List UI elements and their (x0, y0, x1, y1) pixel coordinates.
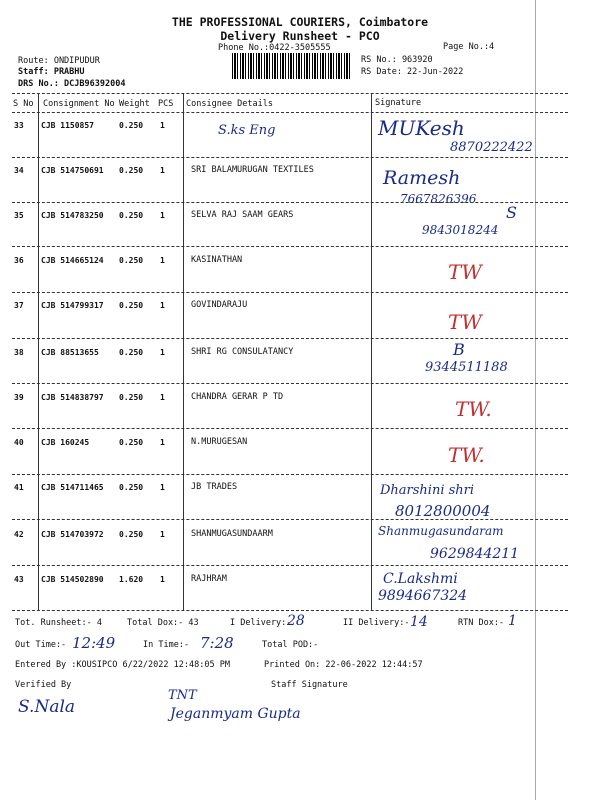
row-pcs: 1 (160, 393, 165, 402)
rtn-dox-value: 1 (508, 613, 517, 629)
row-consignee: GOVINDARAJU (191, 300, 248, 310)
row-consignment: CJB 514703972 (41, 530, 104, 539)
col-signature: Signature (375, 98, 422, 108)
staff-signature: Jeganmyam Gupta (170, 706, 301, 722)
row-weight: 0.250 (119, 530, 144, 539)
row-sno: 41 (14, 483, 24, 492)
staff-signature-initials: TNT (168, 688, 197, 703)
row-consignee: SHRI RG CONSULATANCY (191, 347, 294, 357)
staff-signature-label: Staff Signature (271, 680, 348, 690)
verified-by-label: Verified By (15, 680, 72, 690)
row-consignment: CJB 88513655 (41, 348, 99, 357)
company-title: THE PROFESSIONAL COURIERS, Coimbatore (171, 15, 429, 29)
page-edge-line (535, 0, 536, 800)
page-number: Page No.:4 (443, 42, 495, 52)
row-pcs: 1 (160, 256, 165, 265)
col-sno: S No (13, 99, 34, 109)
phone-number: Phone No.:0422-3505555 (218, 43, 331, 53)
row-consignee: JB TRADES (191, 482, 238, 492)
header-bottom-rule (12, 112, 568, 113)
row-weight: 1.620 (119, 575, 144, 584)
row-weight: 0.250 (119, 166, 144, 175)
row-signature: TW. (448, 443, 485, 467)
row-weight: 0.250 (119, 211, 144, 220)
row-pcs: 1 (160, 575, 165, 584)
entered-by: Entered By :KOUSIPCO 6/22/2022 12:48:05 PM (15, 660, 230, 670)
row-signature: B (453, 340, 465, 359)
row-sno: 43 (14, 575, 24, 584)
row-pcs: 1 (160, 166, 165, 175)
row-weight: 0.250 (119, 348, 144, 357)
col-weight: Weight (119, 99, 150, 109)
rs-date: RS Date: 22-Jun-2022 (361, 67, 464, 77)
row-sno: 36 (14, 256, 24, 265)
row-consignment: CJB 514502890 (41, 575, 104, 584)
row-weight: 0.250 (119, 301, 144, 310)
row-consignee: SRI BALAMURUGAN TEXTILES (191, 165, 314, 175)
rs-number: RS No.: 963920 (361, 55, 433, 65)
row-signature-phone: 9629844211 (430, 546, 520, 562)
row-signature: Dharshini shri (380, 483, 475, 498)
row-pcs: 1 (160, 301, 165, 310)
row-consignment: CJB 514799317 (41, 301, 104, 310)
verified-signature: S.Nala (18, 697, 76, 717)
row-consignment: CJB 514783250 (41, 211, 104, 220)
row-rule (12, 246, 568, 247)
row-rule (12, 157, 568, 158)
row-rule (12, 474, 568, 475)
row-weight: 0.250 (119, 256, 144, 265)
row-signature-phone: 7667826396 (400, 192, 477, 206)
col-divider (371, 94, 372, 610)
ii-delivery-label: II Delivery:- (343, 618, 410, 628)
col-divider (183, 94, 184, 610)
row-sno: 34 (14, 166, 24, 175)
row-sno: 40 (14, 438, 24, 447)
row-consignee: SELVA RAJ SAAM GEARS (191, 210, 294, 220)
row-rule (12, 428, 568, 429)
row-rule (12, 383, 568, 384)
staff-label: Staff: PRABHU (18, 67, 85, 77)
row-signature: TW (448, 260, 482, 284)
row-signature: C.Lakshmi (383, 571, 458, 587)
out-time-label: Out Time:- (15, 640, 67, 650)
col-consignee: Consignee Details (186, 99, 273, 109)
row-rule (12, 519, 568, 520)
row-consignee: RAJHRAM (191, 574, 227, 584)
row-sno: 35 (14, 211, 24, 220)
row-pcs: 1 (160, 483, 165, 492)
i-delivery-label: I Delivery:- (230, 618, 292, 628)
row-consignee: CHANDRA GERAR P TD (191, 392, 284, 402)
row-pcs: 1 (160, 348, 165, 357)
col-divider (38, 94, 39, 610)
row-rule (12, 565, 568, 566)
drs-number: DRS No.: DCJB96392004 (18, 79, 126, 89)
row-signature-phone: 9843018244 (422, 223, 499, 237)
row-rule (12, 610, 568, 611)
i-delivery-value: 28 (287, 613, 305, 629)
row-signature: MUKesh (378, 116, 465, 140)
row-pcs: 1 (160, 211, 165, 220)
printed-on: Printed On: 22-06-2022 12:44:57 (264, 660, 423, 670)
row-sno: 33 (14, 121, 24, 130)
row-consignee: KASINATHAN (191, 255, 243, 265)
row-signature-phone: 9894667324 (378, 588, 468, 604)
row-signature: Shanmugasundaram (378, 524, 504, 538)
row-signature: Ramesh (383, 167, 461, 189)
row-consignment: CJB 514838797 (41, 393, 104, 402)
row-weight: 0.250 (119, 393, 144, 402)
row-weight: 0.250 (119, 121, 144, 130)
row-signature: TW (448, 310, 482, 334)
rtn-dox-label: RTN Dox:- (458, 618, 505, 628)
row-signature: S (506, 203, 517, 222)
runsheet-title: Delivery Runsheet - PCO (220, 29, 380, 43)
out-time-value: 12:49 (72, 634, 116, 652)
row-signature: TW. (455, 397, 492, 421)
row-signature-phone: 8012800004 (395, 502, 491, 520)
row-consignment: CJB 514711465 (41, 483, 104, 492)
total-dox: Total Dox:- 43 (127, 618, 199, 628)
row-consignment: CJB 514665124 (41, 256, 104, 265)
row-consignment: CJB 160245 (41, 438, 90, 447)
row-rule (12, 202, 568, 203)
row-consignment: CJB 1150857 (41, 121, 94, 130)
row-rule (12, 338, 568, 339)
row-rule (12, 292, 568, 293)
row-pcs: 1 (160, 530, 165, 539)
in-time-label: In Time:- (143, 640, 190, 650)
total-pod: Total POD:- (262, 640, 319, 650)
col-consignment: Consignment No (43, 99, 115, 109)
row-sno: 39 (14, 393, 24, 402)
row-consignee: SHANMUGASUNDAARM (191, 529, 273, 539)
row-consignment: CJB 514750691 (41, 166, 104, 175)
row-signature-phone: 9344511188 (425, 360, 508, 375)
row-weight: 0.250 (119, 483, 144, 492)
ii-delivery-value: 14 (410, 614, 428, 630)
barcode (232, 53, 352, 79)
route-label: Route: ONDIPUDUR (18, 56, 100, 66)
row-pcs: 1 (160, 438, 165, 447)
col-pcs: PCS (158, 99, 174, 109)
row-sno: 37 (14, 301, 24, 310)
header-top-rule (12, 93, 568, 94)
row-weight: 0.250 (119, 438, 144, 447)
row-sno: 42 (14, 530, 24, 539)
row-pcs: 1 (160, 121, 165, 130)
row-signature-phone: 8870222422 (450, 140, 533, 155)
row-consignee: S.ks Eng (218, 123, 276, 138)
row-consignee: N.MURUGESAN (191, 437, 248, 447)
in-time-value: 7:28 (200, 634, 234, 652)
row-sno: 38 (14, 348, 24, 357)
tot-runsheet: Tot. Runsheet:- 4 (15, 618, 102, 628)
